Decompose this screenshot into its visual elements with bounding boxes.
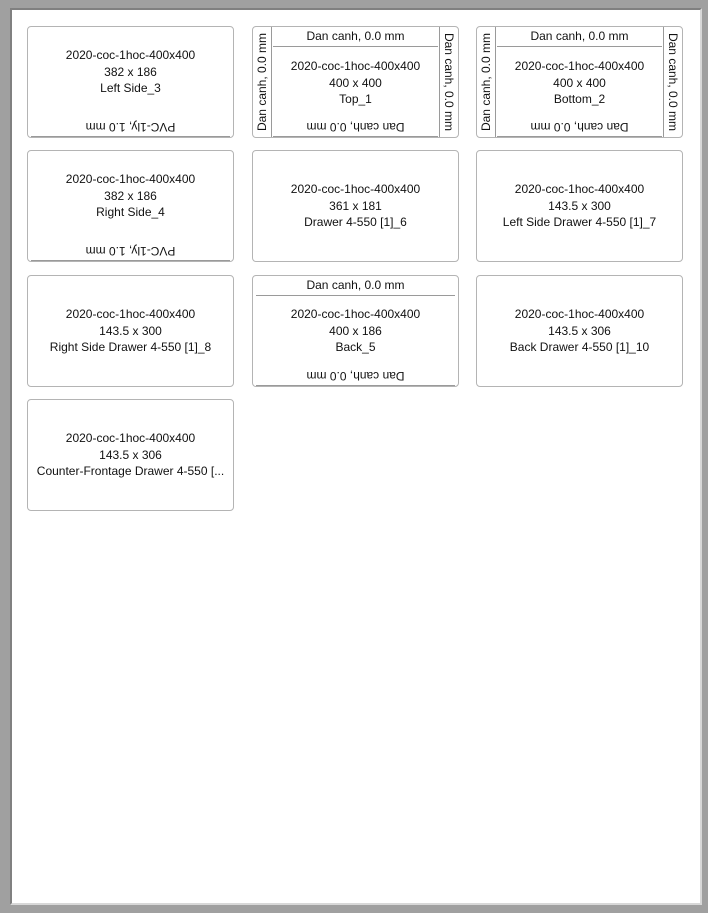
edge-band-bottom: Dan canh, 0.0 mm <box>256 367 455 386</box>
part-dimensions: 143.5 x 300 <box>548 198 611 213</box>
part-name: Bottom_2 <box>553 92 606 106</box>
part-label-top[interactable] <box>252 26 459 138</box>
part-label-drawer[interactable] <box>252 150 459 262</box>
part-name: Left Side_3 <box>100 81 161 95</box>
material-name: 2020-coc-1hoc-400x400 <box>290 59 421 73</box>
material-name: 2020-coc-1hoc-400x400 <box>514 307 645 321</box>
edge-band-bottom: PVC-1ly, 1.0 mm <box>31 242 230 261</box>
material-name: 2020-coc-1hoc-400x400 <box>514 59 645 73</box>
edge-band-top: Dan canh, 0.0 mm <box>273 27 438 47</box>
material-name: 2020-coc-1hoc-400x400 <box>290 182 421 196</box>
edge-band-top: Dan canh, 0.0 mm <box>256 276 455 296</box>
edge-band-left: Dan canh, 0.0 mm <box>477 27 496 137</box>
part-name: Counter-Frontage Drawer 4-550 [... <box>36 464 225 478</box>
part-label-left-side[interactable] <box>27 26 234 138</box>
part-label-counter-frontage-drawer[interactable] <box>27 399 234 511</box>
edge-band-bottom: PVC-1ly, 1.0 mm <box>31 118 230 137</box>
part-dimensions: 382 x 186 <box>104 64 157 79</box>
material-name: 2020-coc-1hoc-400x400 <box>65 307 196 321</box>
part-dimensions: 400 x 186 <box>329 323 382 338</box>
part-dimensions: 143.5 x 306 <box>99 447 162 462</box>
material-name: 2020-coc-1hoc-400x400 <box>514 182 645 196</box>
part-name: Back_5 <box>335 340 376 354</box>
part-label-left-side-drawer[interactable] <box>476 150 683 262</box>
part-dimensions: 143.5 x 300 <box>99 323 162 338</box>
print-page <box>10 8 702 905</box>
edge-band-bottom: Dan canh, 0.0 mm <box>497 118 662 137</box>
material-name: 2020-coc-1hoc-400x400 <box>65 431 196 445</box>
part-label-right-side-drawer[interactable] <box>27 275 234 387</box>
edge-band-top: Dan canh, 0.0 mm <box>497 27 662 47</box>
part-name: Right Side Drawer 4-550 [1]_8 <box>49 340 212 354</box>
edge-band-bottom: Dan canh, 0.0 mm <box>273 118 438 137</box>
part-name: Left Side Drawer 4-550 [1]_7 <box>502 215 657 229</box>
part-dimensions: 382 x 186 <box>104 188 157 203</box>
part-dimensions: 361 x 181 <box>329 198 382 213</box>
part-label-back-drawer[interactable] <box>476 275 683 387</box>
edge-band-right: Dan canh, 0.0 mm <box>663 27 682 137</box>
material-name: 2020-coc-1hoc-400x400 <box>65 172 196 186</box>
part-label-bottom[interactable] <box>476 26 683 138</box>
part-name: Drawer 4-550 [1]_6 <box>304 215 407 229</box>
material-name: 2020-coc-1hoc-400x400 <box>290 307 421 321</box>
edge-band-right: Dan canh, 0.0 mm <box>439 27 458 137</box>
edge-band-left: Dan canh, 0.0 mm <box>253 27 272 137</box>
part-label-right-side[interactable] <box>27 150 234 262</box>
part-name: Back Drawer 4-550 [1]_10 <box>509 340 650 354</box>
part-label-back[interactable] <box>252 275 459 387</box>
part-dimensions: 400 x 400 <box>329 75 382 90</box>
part-dimensions: 143.5 x 306 <box>548 323 611 338</box>
material-name: 2020-coc-1hoc-400x400 <box>65 48 196 62</box>
part-name: Top_1 <box>339 92 372 106</box>
part-name: Right Side_4 <box>96 205 165 219</box>
part-dimensions: 400 x 400 <box>553 75 606 90</box>
